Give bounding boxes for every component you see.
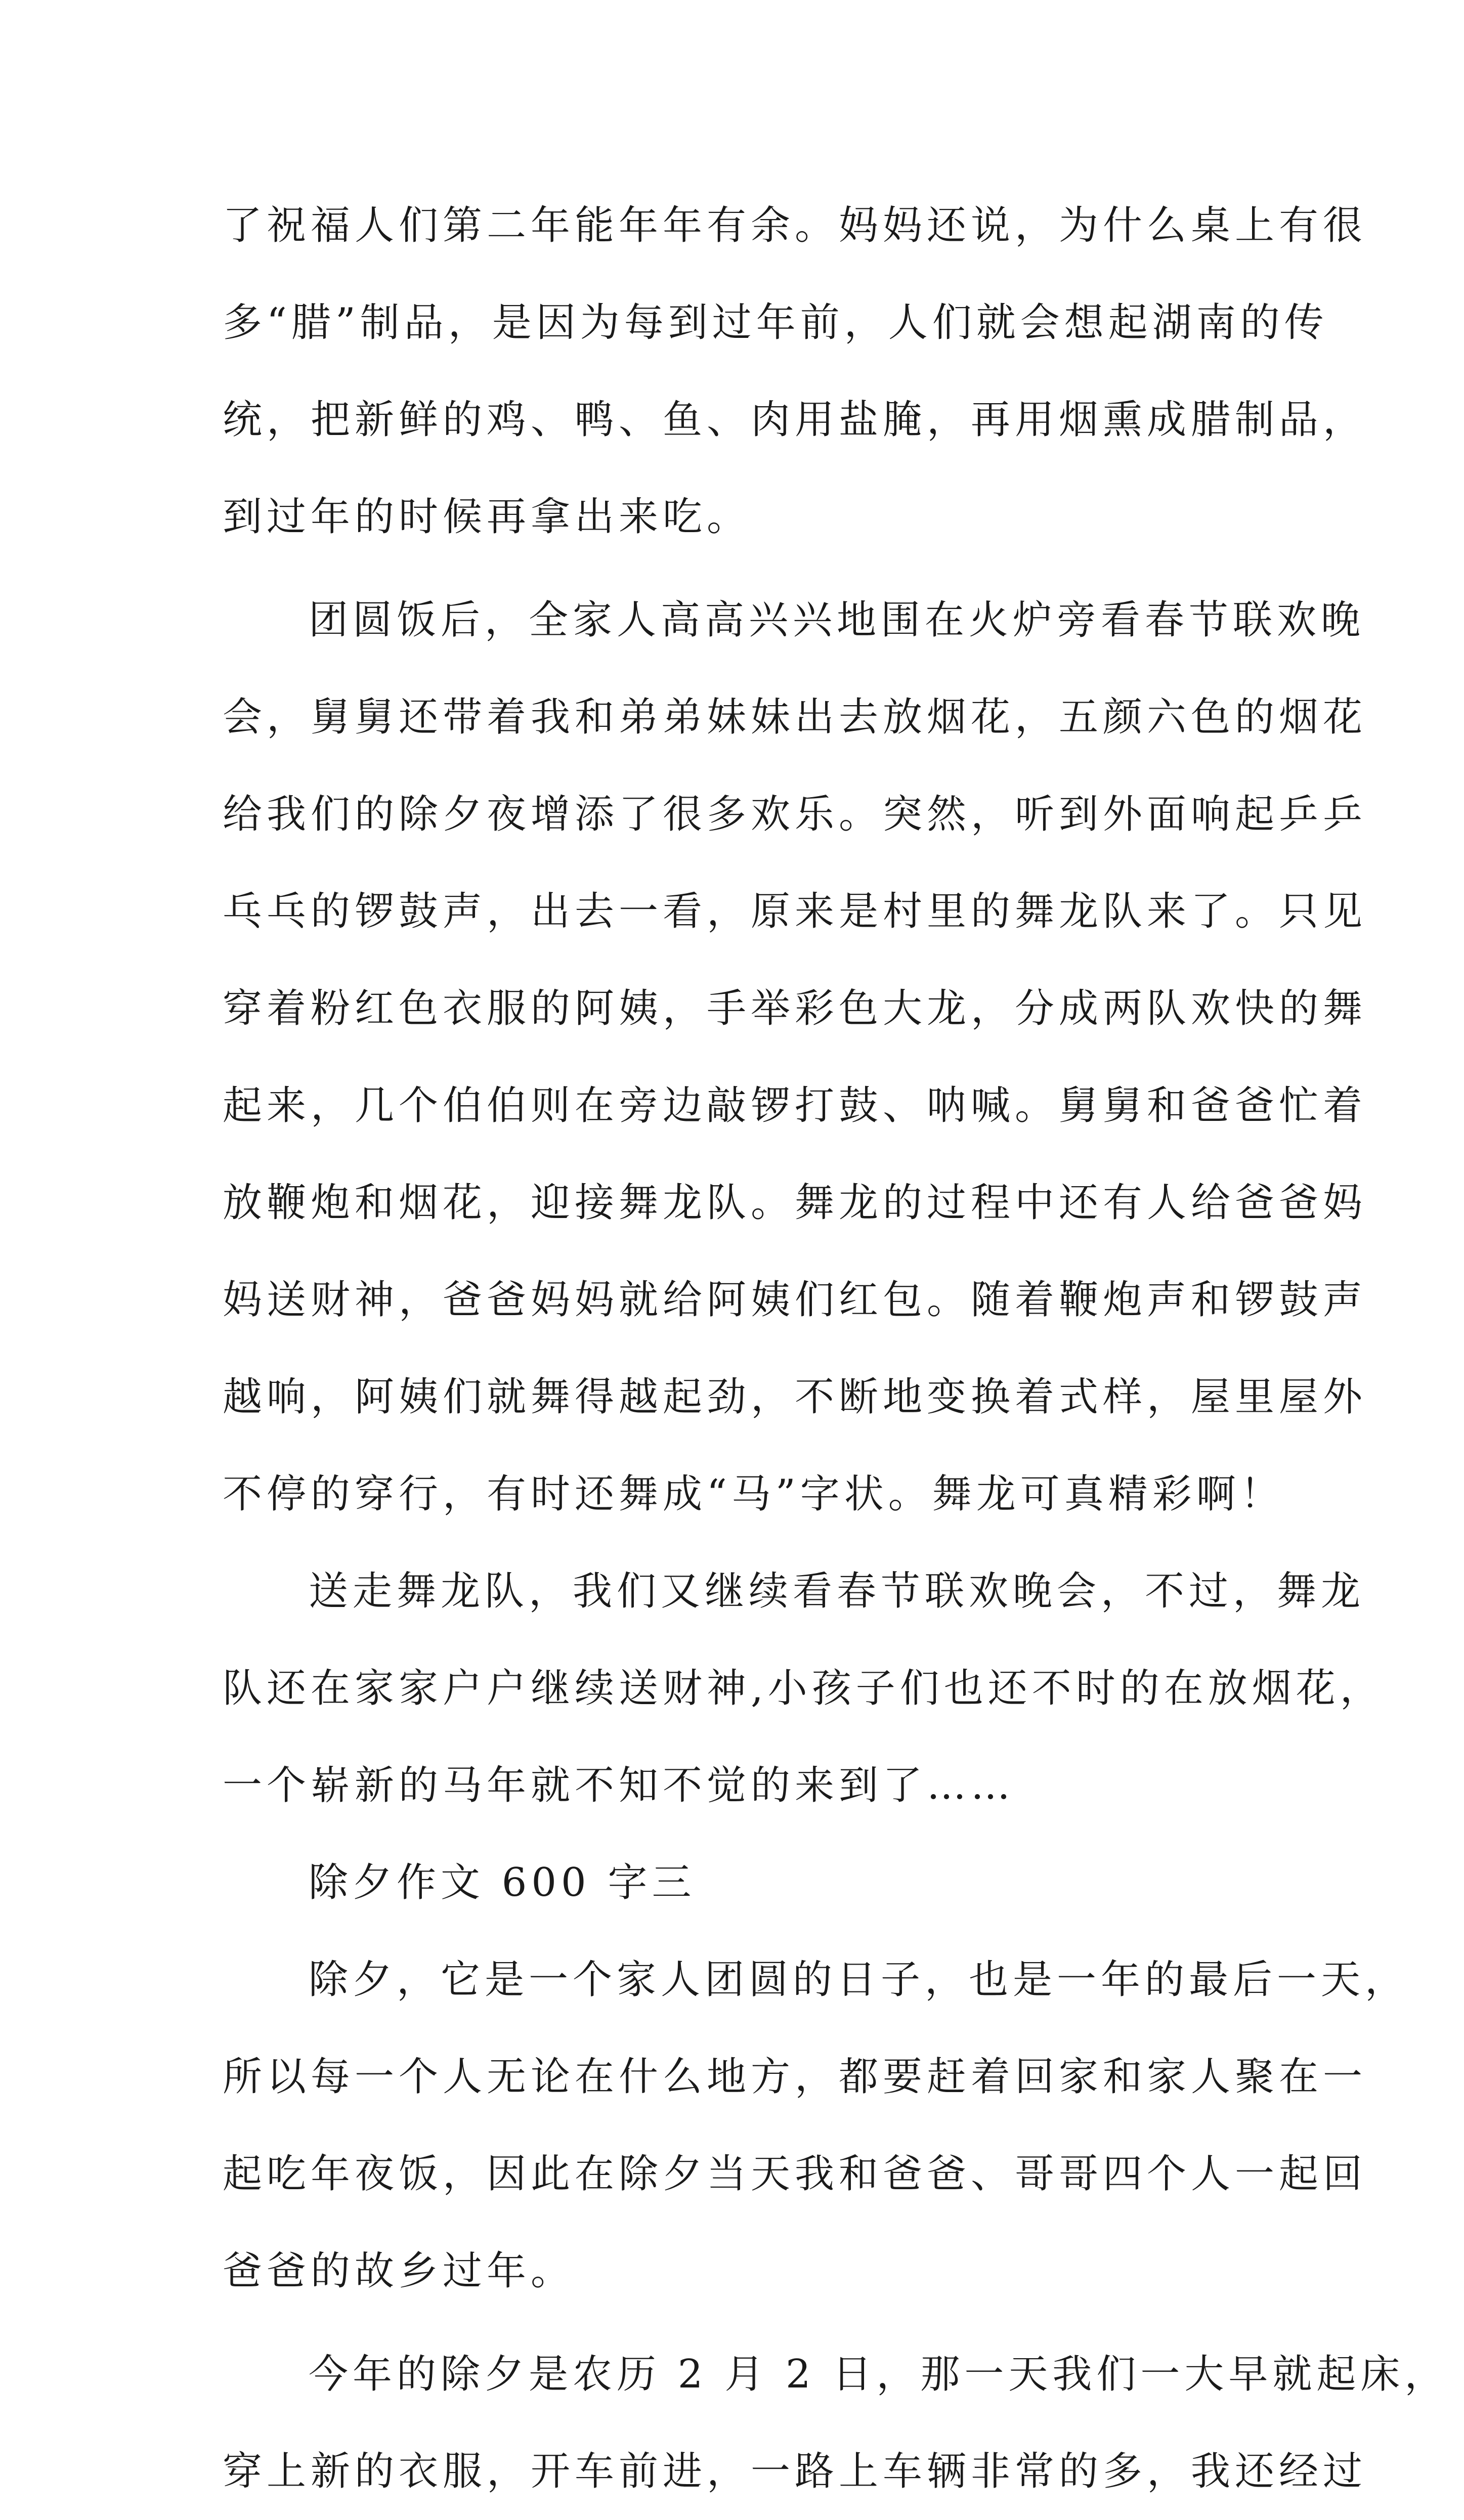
paragraph xyxy=(223,572,1367,1543)
text-line: 所以每一个人无论在什么地方，都要赶着回家和家人聚在一 xyxy=(223,2054,1367,2100)
text-line: 给我们的除夕夜增添了很多欢乐。突然，听到外面响起乒乒 xyxy=(223,792,1367,837)
text-line: 起来，几个伯伯则在旁边敲锣打鼓、呐喊。舅舅和爸爸忙着 xyxy=(223,1083,1367,1128)
text-line: 会，舅舅还带着我和弟弟妹妹出去放烟花，五颜六色的烟花 xyxy=(223,694,1367,740)
paragraph xyxy=(223,1543,1384,1834)
text-line: 不停的穿行，有时还舞成“马”字状。舞龙可真精彩啊！ xyxy=(223,1471,1284,1517)
text-line: 起吃年夜饭，因此在除夕当天我和爸爸、哥哥四个人一起回 xyxy=(223,2151,1367,2197)
paragraph xyxy=(223,177,1367,566)
text-line: 除夕，它是一个家人团圆的日子，也是一年的最后一天， xyxy=(309,1957,1409,2003)
text-line: 爸爸的故乡过年。 xyxy=(223,2248,575,2294)
text-line: 放鞭炮和烟花，迎接舞龙队。舞龙的过程中还有人给爸爸妈 xyxy=(223,1180,1367,1226)
text-line: 一个崭新的马年就不知不觉的来到了…… xyxy=(223,1763,1015,1808)
text-line: 队还在家家户户继续送财神,小孩子们也还不时的在放烟花， xyxy=(223,1666,1384,1711)
paragraph xyxy=(223,2326,1449,2520)
text-line: 到过年的时候再拿出来吃。 xyxy=(223,494,751,540)
text-line: 妈送财神，爸爸妈妈就给阿姨们红包。随着鞭炮声和锣鼓声 xyxy=(223,1277,1367,1323)
text-line: 团圆饭后，全家人高高兴兴地围在火炉旁看春节联欢晚 xyxy=(309,597,1365,643)
section-heading xyxy=(223,1834,1260,1931)
document-body xyxy=(223,177,1449,2520)
text-line: 多“腊”制品，是因为每到过年前，人们就会想起湖南的传 xyxy=(223,300,1328,345)
text-line: 穿上新的衣服，开车前进，一路上车辆非常的多，我还经过 xyxy=(223,2449,1367,2494)
paragraph xyxy=(223,1931,1409,2320)
text-line: 统，把新鲜的鸡、鸭、鱼、肉用盐腌，再用烟熏成腊制品， xyxy=(223,397,1367,443)
section-title: 除夕作文 600 字三 xyxy=(309,1860,696,1905)
text-line: 了祝福人们第二年能年年有余。妈妈还说，为什么桌上有很 xyxy=(223,203,1367,248)
text-line: 穿着粉红色衣服的阿姨，手举彩色大龙，分成两队欢快的舞 xyxy=(223,986,1367,1031)
text-line: 乓乓的锣鼓声，出去一看，原来是村里的舞龙队来了。只见 xyxy=(223,889,1367,934)
text-line: 越响，阿姨们就舞得越起劲，不断地变换着式样，屋里屋外 xyxy=(223,1374,1367,1420)
text-line: 今年的除夕是农历 2 月 2 日，那一天我们一大早就起床， xyxy=(309,2352,1449,2397)
text-line: 送走舞龙队，我们又继续看春节联欢晚会，不过，舞龙 xyxy=(309,1569,1365,1614)
